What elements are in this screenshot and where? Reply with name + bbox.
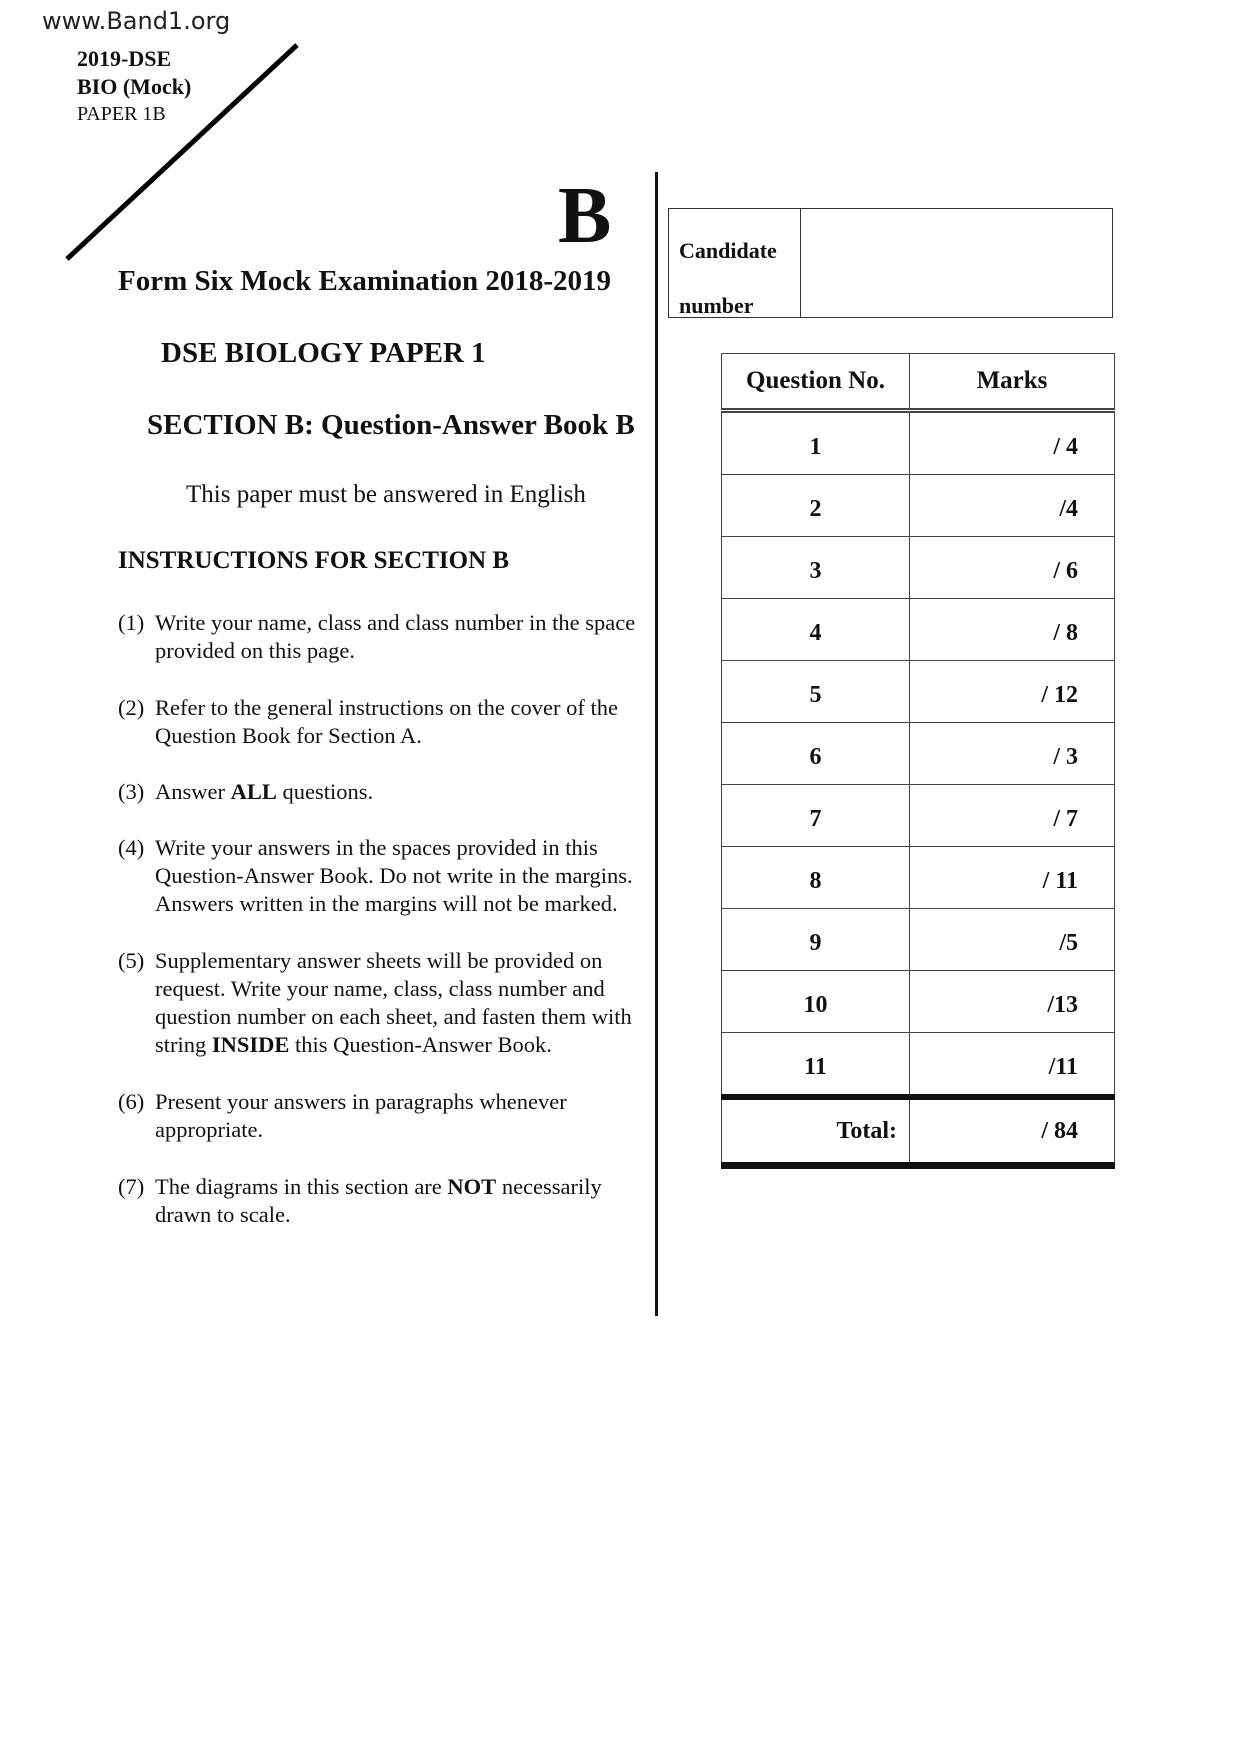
- question-number: 5: [722, 661, 910, 723]
- book-letter: B: [558, 172, 612, 260]
- table-row: [722, 537, 1115, 599]
- candidate-number-field[interactable]: [801, 209, 1112, 317]
- paper-label: PAPER 1B: [77, 103, 166, 125]
- candidate-number-label: Candidate number: [669, 209, 801, 317]
- question-number: 4: [722, 599, 910, 661]
- question-number: 1: [722, 411, 910, 475]
- instruction-item: [118, 694, 638, 750]
- total-marks[interactable]: / 84: [910, 1097, 1115, 1166]
- subject-label: BIO (Mock): [77, 74, 192, 99]
- table-row: [722, 847, 1115, 909]
- marks-table: [721, 353, 1115, 1169]
- instruction-number: (4): [118, 835, 145, 860]
- table-row: [722, 661, 1115, 723]
- marks-cell[interactable]: / 4: [910, 411, 1115, 475]
- instruction-text: The diagrams in this section are NOT necessarily drawn to scale.: [155, 1174, 602, 1227]
- table-row: [722, 599, 1115, 661]
- instruction-item: [118, 778, 638, 806]
- diagonal-line: [0, 0, 320, 280]
- marks-cell[interactable]: / 12: [910, 661, 1115, 723]
- question-number: 8: [722, 847, 910, 909]
- instruction-item: [118, 1088, 638, 1144]
- instruction-number: (1): [118, 610, 145, 635]
- instruction-item: [118, 1173, 638, 1229]
- exam-title: Form Six Mock Examination 2018-2019: [118, 265, 611, 297]
- instruction-text: Refer to the general instructions on the cover of the Question Book for Section A.: [155, 695, 618, 748]
- marks-cell[interactable]: / 7: [910, 785, 1115, 847]
- instruction-number: (6): [118, 1089, 145, 1114]
- table-row: [722, 785, 1115, 847]
- instruction-text: Write your answers in the spaces provided in this Question-Answer Book. Do not write in the margins. Answers written in the margins will not be marked.: [155, 835, 633, 916]
- marks-cell[interactable]: / 3: [910, 723, 1115, 785]
- instruction-item: [118, 609, 638, 665]
- header-question-no: Question No.: [722, 354, 910, 411]
- watermark: www.Band1.org: [42, 7, 231, 35]
- marks-cell[interactable]: / 11: [910, 847, 1115, 909]
- question-number: 9: [722, 909, 910, 971]
- instructions-heading: INSTRUCTIONS FOR SECTION B: [118, 547, 510, 574]
- table-row: [722, 971, 1115, 1033]
- instruction-number: (5): [118, 948, 145, 973]
- question-number: 7: [722, 785, 910, 847]
- total-label: Total:: [722, 1097, 910, 1166]
- question-number: 6: [722, 723, 910, 785]
- question-number: 2: [722, 475, 910, 537]
- language-note: This paper must be answered in English: [186, 481, 586, 508]
- table-row: [722, 909, 1115, 971]
- instruction-item: [118, 834, 638, 918]
- question-number: 3: [722, 537, 910, 599]
- marks-cell[interactable]: /5: [910, 909, 1115, 971]
- instruction-text: Supplementary answer sheets will be provided on request. Write your name, class, class number and question number on each sheet, and fasten them with string INSIDE this Question-Answer Book.: [155, 948, 632, 1057]
- marks-cell[interactable]: / 6: [910, 537, 1115, 599]
- question-number: 11: [722, 1033, 910, 1098]
- instruction-text: Present your answers in paragraphs whenever appropriate.: [155, 1089, 567, 1142]
- instruction-number: (3): [118, 779, 145, 804]
- exam-code: 2019-DSE: [77, 46, 172, 71]
- section-title: SECTION B: Question-Answer Book B: [147, 409, 635, 441]
- instruction-number: (7): [118, 1174, 145, 1199]
- total-row: [722, 1097, 1115, 1166]
- table-row: [722, 411, 1115, 475]
- emphasis: ALL: [230, 779, 277, 804]
- marks-cell[interactable]: / 8: [910, 599, 1115, 661]
- marks-cell[interactable]: /13: [910, 971, 1115, 1033]
- marks-cell[interactable]: /11: [910, 1033, 1115, 1098]
- table-row: [722, 475, 1115, 537]
- divider-line: [655, 172, 658, 1316]
- candidate-number-box: [668, 208, 1113, 318]
- instruction-text: Answer ALL questions.: [155, 779, 374, 804]
- emphasis: NOT: [447, 1174, 497, 1199]
- paper-title: DSE BIOLOGY PAPER 1: [161, 337, 486, 369]
- question-number: 10: [722, 971, 910, 1033]
- table-row: [722, 1033, 1115, 1098]
- emphasis: INSIDE: [211, 1032, 290, 1057]
- instruction-number: (2): [118, 695, 145, 720]
- instruction-item: [118, 947, 638, 1059]
- instruction-text: Write your name, class and class number in the space provided on this page.: [155, 610, 636, 663]
- marks-cell[interactable]: /4: [910, 475, 1115, 537]
- table-row: [722, 723, 1115, 785]
- header-marks: Marks: [910, 354, 1115, 411]
